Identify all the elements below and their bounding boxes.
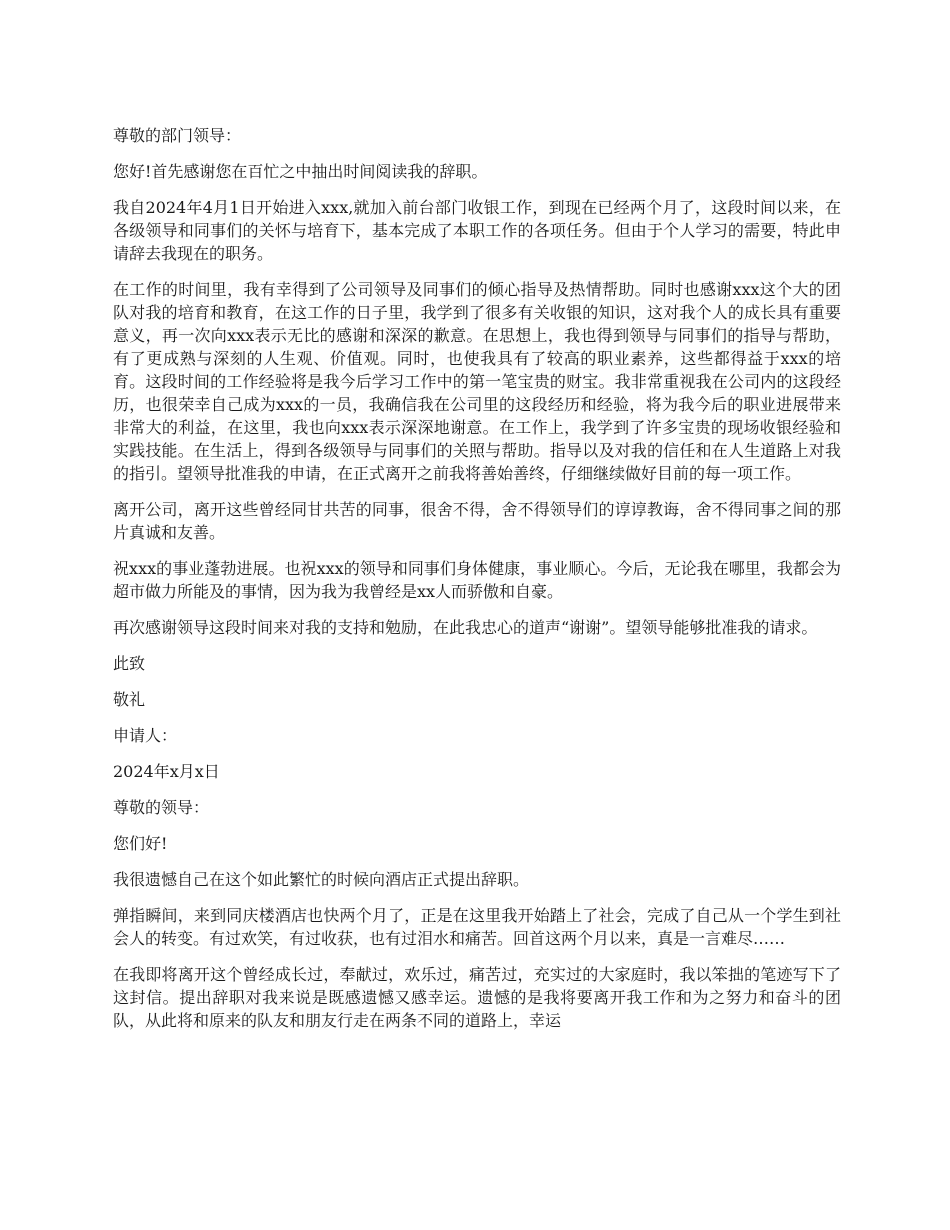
body-paragraph: 在工作的时间里，我有幸得到了公司领导及同事们的倾心指导及热情帮助。同时也感谢xxx这个大的团队对我的培育和教育，在这工作的日子里，我学到了很多有关收银的知识，这对我个人的成长具有重要意义，再一次向xxx表示无比的感谢和深深的歉意。在思想上，我也得到领导与同事们的指导与帮助，有了更成熟与深刻的人生观、价值观。同时，也使我具有了较高的职业素养，这些都得益于xxx的培育。这段时间的工作经验将是我今后学习工作中的第一笔宝贵的财宝。我非常重视我在公司内的这段经历，也很荣幸自己成为xxx的一员，我确信我在公司里的这段经历和经验，将为我今后的职业进展带来非常大的利益，在这里，我也向xxx表示深深地谢意。在工作上，我学到了许多宝贵的现场收银经验和实践技能。在生活上，得到各级领导与同事们的关照与帮助。指导以及对我的信任和在人生道路上对我的指引。望领导批准我的申请，在正式离开之前我将善始善终，仔细继续做好目前的每一项工作。 bbox=[113, 280, 841, 483]
salutation: 尊敬的部门领导： bbox=[113, 126, 242, 145]
date-line: 2024年x月x日 bbox=[113, 762, 220, 781]
greeting: 您好!首先感谢您在百忙之中抽出时间阅读我的辞职。 bbox=[113, 162, 488, 181]
document-body bbox=[113, 124, 841, 1045]
body-paragraph: 在我即将离开这个曾经成长过，奉献过，欢乐过，痛苦过，充实过的大家庭时，我以笨拙的笔迹写下了这封信。提出辞职对我来说是既感遗憾又感幸运。遗憾的是我将要离开我工作和为之努力和奋斗的团队，从此将和原来的队友和朋友行走在两条不同的道路上，幸运 bbox=[113, 965, 841, 1030]
applicant-label: 申请人： bbox=[113, 726, 178, 745]
body-paragraph: 我自2024年4月1日开始进入xxx,就加入前台部门收银工作，到现在已经两个月了，这段时间以来，在各级领导和同事们的关怀与培育下，基本完成了本职工作的各项任务。但由于个人学习的需要，特此申请辞去我现在的职务。 bbox=[113, 198, 841, 263]
body-paragraph: 我很遗憾自己在这个如此繁忙的时候向酒店正式提出辞职。 bbox=[113, 870, 530, 889]
body-paragraph: 再次感谢领导这段时间来对我的支持和勉励，在此我忠心的道声“谢谢”。望领导能够批准我的请求。 bbox=[113, 618, 818, 637]
closing-salute: 敬礼 bbox=[113, 690, 146, 709]
body-paragraph: 弹指瞬间，来到同庆楼酒店也快两个月了，正是在这里我开始踏上了社会，完成了自己从一个学生到社会人的转变。有过欢笑，有过收获，也有过泪水和痛苦。回首这两个月以来，真是一言难尽…… bbox=[113, 906, 841, 948]
greeting: 您们好! bbox=[113, 834, 168, 853]
body-paragraph: 祝xxx的事业蓬勃进展。也祝xxx的领导和同事们身体健康，事业顺心。今后，无论我在哪里，我都会为超市做力所能及的事情，因为我为我曾经是xx人而骄傲和自豪。 bbox=[113, 559, 841, 601]
body-paragraph: 离开公司，离开这些曾经同甘共苦的同事，很舍不得，舍不得领导们的谆谆教诲，舍不得同事之间的那片真诚和友善。 bbox=[113, 500, 841, 542]
salutation: 尊敬的领导： bbox=[113, 798, 210, 817]
closing-line: 此致 bbox=[113, 654, 146, 673]
